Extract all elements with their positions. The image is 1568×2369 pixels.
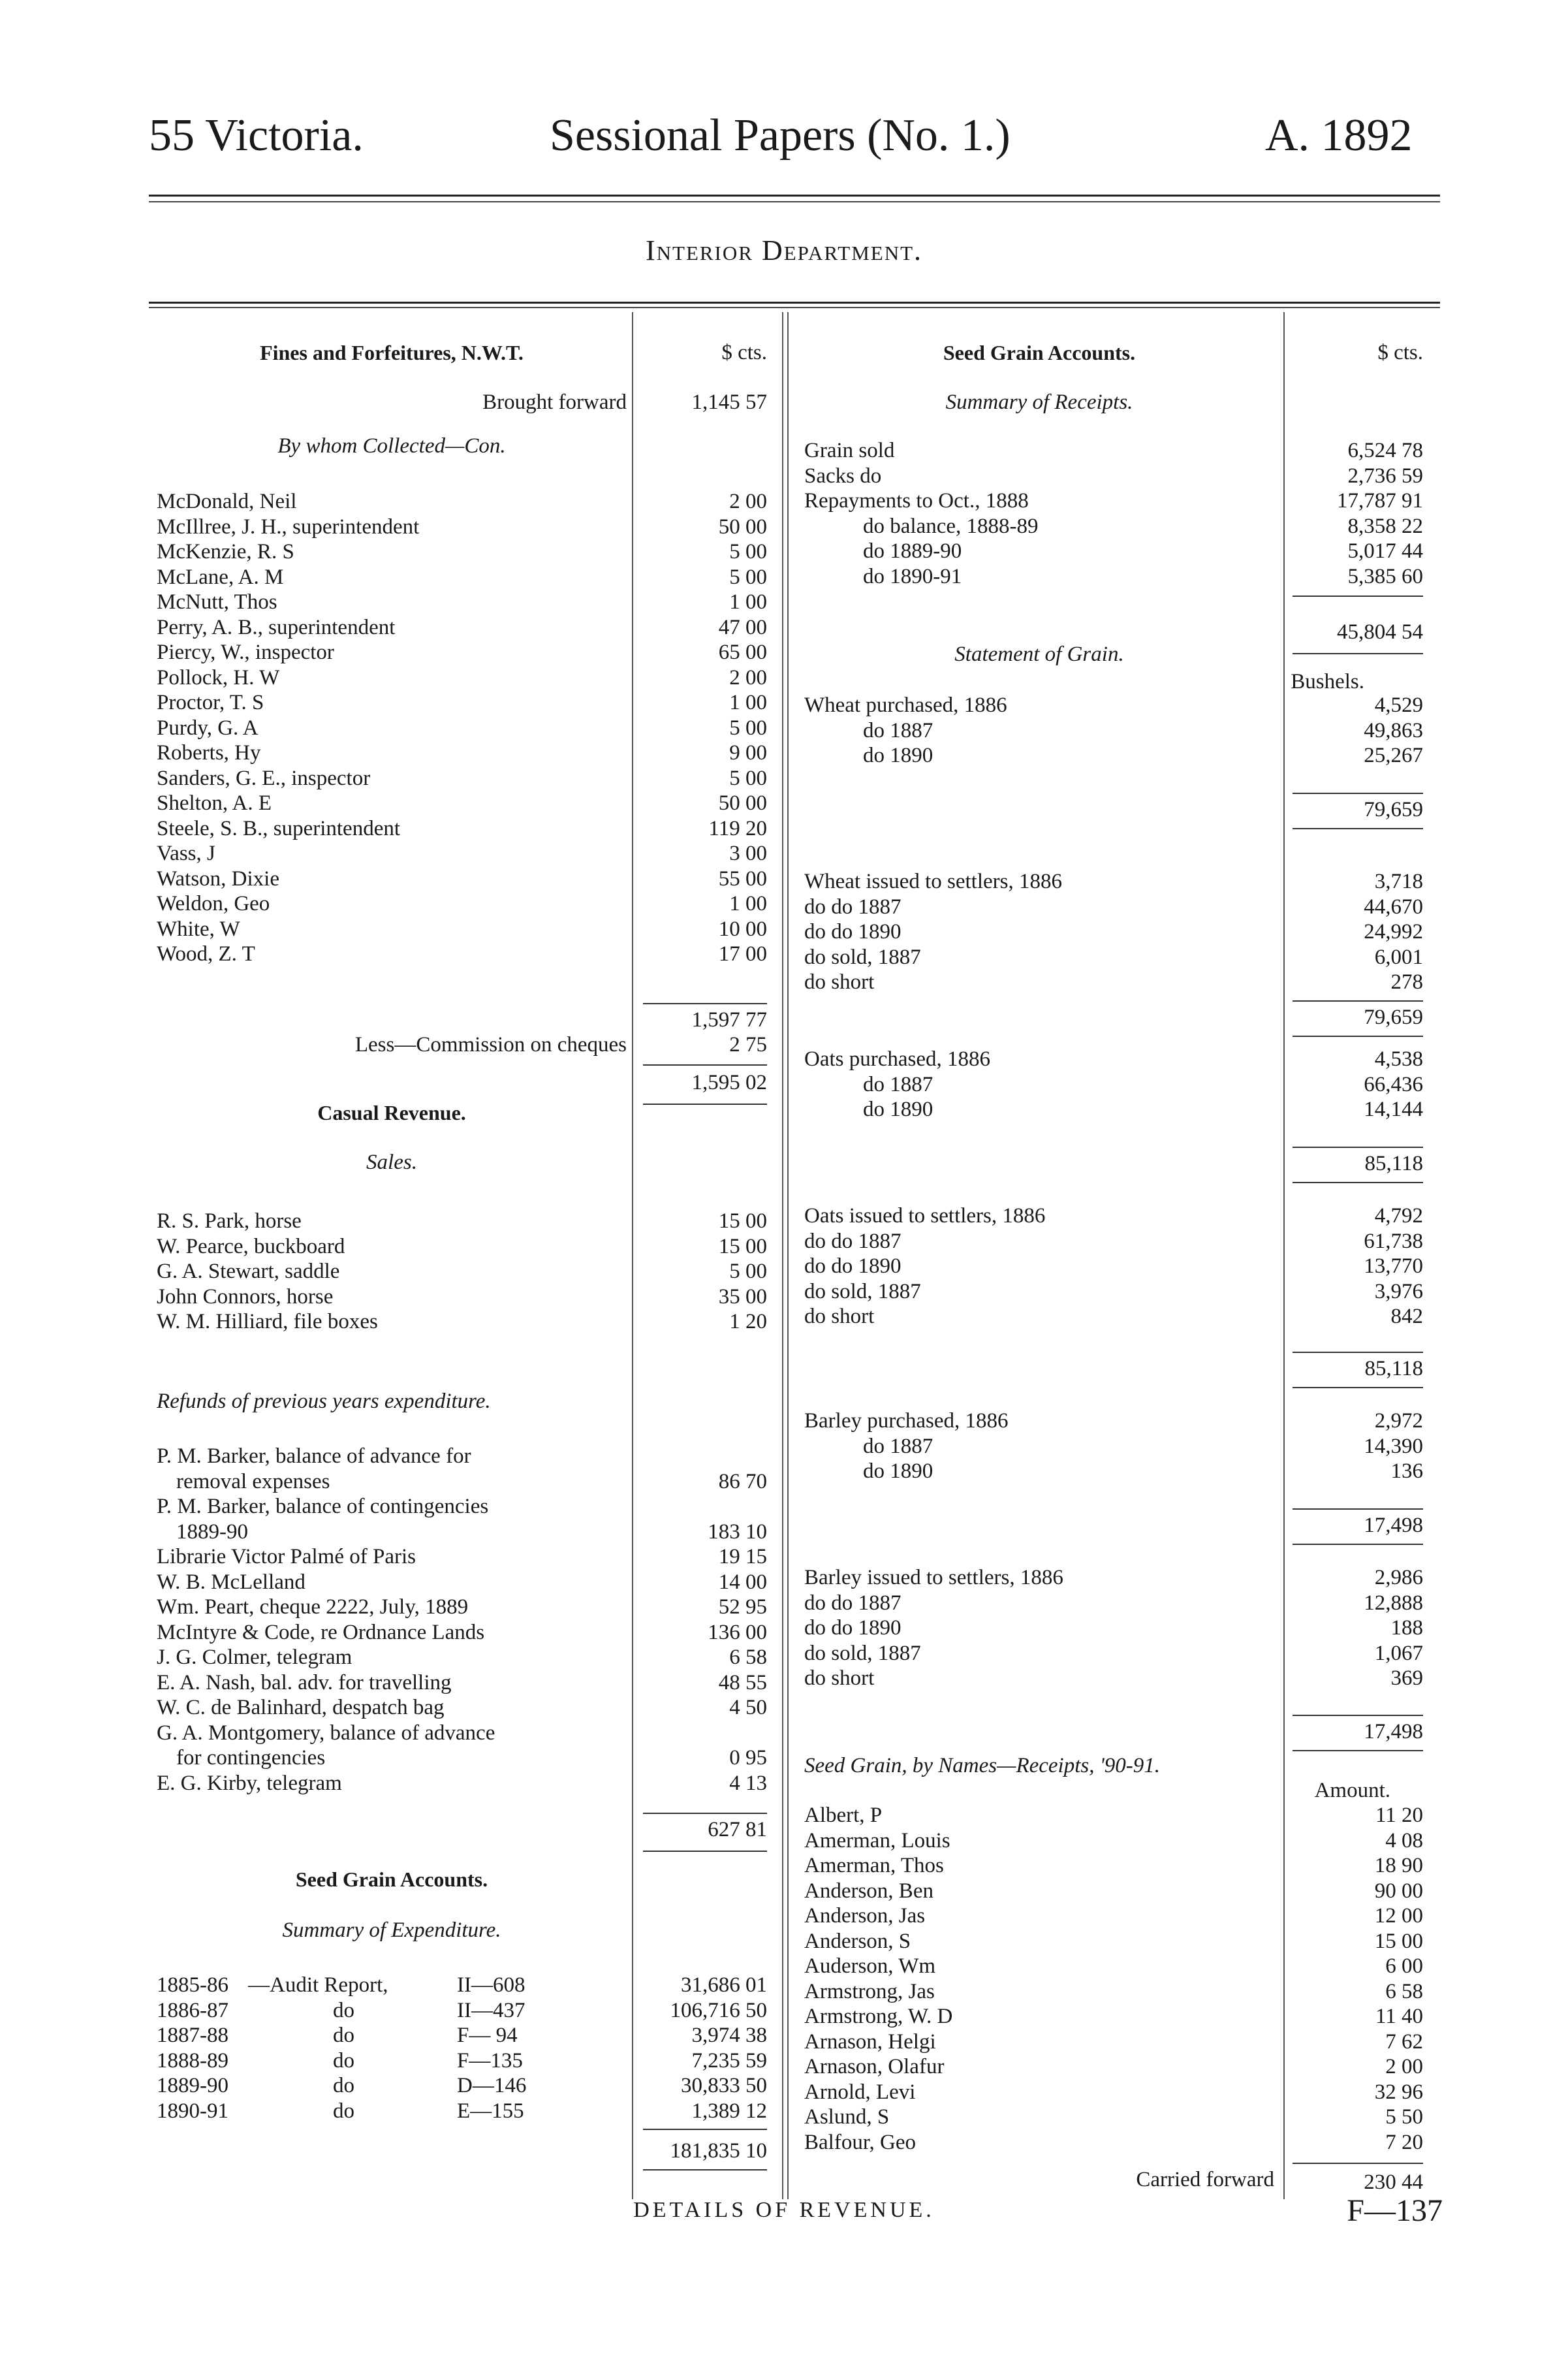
rule xyxy=(1293,1544,1423,1545)
casual-total: 627 81 xyxy=(708,1818,767,1841)
refund-name: 1889-90 xyxy=(176,1519,248,1544)
name-amount: 7 62 xyxy=(1385,2029,1423,2054)
sale-amount: 35 00 xyxy=(718,1284,767,1309)
grain-row-amount: 136 xyxy=(1390,1459,1423,1483)
refund-name: removal expenses xyxy=(176,1469,330,1493)
seed-exp-ref: F— 94 xyxy=(457,2024,518,2047)
rule xyxy=(1293,1750,1423,1751)
seed-exp-ref: F—135 xyxy=(457,2048,523,2073)
refund-amount: 6 58 xyxy=(729,1646,767,1669)
header-rule-2 xyxy=(149,201,1440,202)
fine-name: McIllree, J. H., superintendent xyxy=(157,515,420,539)
header-year: A. 1892 xyxy=(1265,110,1413,161)
receipt-amount: 2,736 59 xyxy=(1347,464,1423,488)
seed-receipts-title: Seed Grain Accounts. xyxy=(943,341,1136,364)
seed-exp-amount: 7,235 59 xyxy=(691,2048,767,2073)
department-rule xyxy=(149,302,1440,304)
name-row: Arnason, Helgi xyxy=(804,2029,936,2054)
sale-name: John Connors, horse xyxy=(157,1284,334,1309)
name-row: Arnason, Olafur xyxy=(804,2055,945,2078)
grain-row-amount: 369 xyxy=(1390,1666,1423,1690)
grain-row-name: do 1890 xyxy=(863,1459,933,1483)
name-amount: 32 96 xyxy=(1374,2080,1423,2104)
name-amount: 4 08 xyxy=(1385,1828,1423,1852)
grain-row-amount: 44,670 xyxy=(1364,895,1423,919)
grain-row-amount: 13,770 xyxy=(1364,1254,1423,1278)
rule xyxy=(643,1851,767,1852)
fine-amount: 1 00 xyxy=(729,892,767,915)
name-row: Armstrong, Jas xyxy=(804,1979,935,2003)
grain-block-total: 79,659 xyxy=(1364,1006,1423,1029)
fine-name: White, W xyxy=(157,917,240,941)
grain-row-amount: 4,529 xyxy=(1374,693,1423,717)
receipt-name: Sacks do xyxy=(804,464,882,488)
refund-amount: 52 95 xyxy=(718,1595,767,1619)
rule xyxy=(1293,1508,1423,1510)
grain-row-name: do 1887 xyxy=(863,1072,933,1096)
name-row: Arnold, Levi xyxy=(804,2080,916,2104)
carried-forward-amount: 230 44 xyxy=(1364,2170,1423,2194)
sale-amount: 15 00 xyxy=(718,1234,767,1258)
name-row: Amerman, Thos xyxy=(804,1854,944,1877)
left-amount-divider xyxy=(632,312,633,2199)
grain-row-name: do short xyxy=(804,1666,875,1690)
fine-amount: 50 00 xyxy=(718,515,767,539)
rule xyxy=(1293,1036,1423,1037)
fine-name: Roberts, Hy xyxy=(157,741,261,765)
grain-row-amount: 4,792 xyxy=(1374,1204,1423,1228)
name-amount: 6 58 xyxy=(1385,1979,1423,2003)
refund-name: P. M. Barker, balance of advance for xyxy=(157,1444,471,1468)
grain-row-name: do do 1890 xyxy=(804,1254,902,1278)
refund-amount: 136 00 xyxy=(708,1620,767,1644)
name-amount: 11 20 xyxy=(1375,1804,1423,1827)
name-row: Auderson, Wm xyxy=(804,1954,936,1978)
grain-block-total: 79,659 xyxy=(1364,798,1423,821)
seed-exp-year: 1890-91 xyxy=(157,2099,228,2123)
seed-exp-text: do xyxy=(333,2024,354,2047)
seed-title: Seed Grain Accounts. xyxy=(295,1868,488,1891)
grain-row-name: do sold, 1887 xyxy=(804,1279,921,1303)
grain-row-amount: 61,738 xyxy=(1364,1229,1423,1253)
seed-exp-amount: 31,686 01 xyxy=(681,1973,767,1997)
fine-name: Shelton, A. E xyxy=(157,791,272,815)
receipt-amount: 5,017 44 xyxy=(1347,539,1423,563)
refund-amount: 14 00 xyxy=(718,1570,767,1594)
sale-name: R. S. Park, horse xyxy=(157,1209,302,1233)
grain-row-amount: 25,267 xyxy=(1364,744,1423,767)
rule xyxy=(1293,1147,1423,1148)
refund-name: J. G. Colmer, telegram xyxy=(157,1646,353,1669)
fine-name: Piercy, W., inspector xyxy=(157,641,334,664)
seed-exp-text: do xyxy=(333,1998,354,2022)
receipt-amount: 5,385 60 xyxy=(1347,564,1423,588)
fine-name: Steele, S. B., superintendent xyxy=(157,816,401,840)
center-divider xyxy=(782,312,783,2199)
fine-name: Vass, J xyxy=(157,842,215,865)
fine-amount: 9 00 xyxy=(729,741,767,765)
fine-name: Sanders, G. E., inspector xyxy=(157,766,371,790)
refund-name: W. B. McLelland xyxy=(157,1570,306,1594)
refund-name: W. C. de Balinhard, despatch bag xyxy=(157,1696,445,1719)
receipt-amount: 6,524 78 xyxy=(1347,439,1423,462)
sale-name: W. M. Hilliard, file boxes xyxy=(157,1310,378,1333)
rule xyxy=(643,1813,767,1814)
seed-exp-year: 1888-89 xyxy=(157,2048,228,2073)
fine-amount: 1 00 xyxy=(729,590,767,614)
header-rule xyxy=(149,195,1440,197)
receipts-total: 45,804 54 xyxy=(1337,620,1423,644)
refund-name: Wm. Peart, cheque 2222, July, 1889 xyxy=(157,1595,469,1619)
sale-amount: 5 00 xyxy=(729,1260,767,1283)
less-amount: 2 75 xyxy=(729,1033,767,1057)
seed-exp-text: do xyxy=(333,2099,354,2123)
fine-amount: 2 00 xyxy=(729,490,767,513)
grain-row-name: do 1887 xyxy=(863,718,933,742)
grain-row-amount: 66,436 xyxy=(1364,1072,1423,1096)
name-amount: 11 40 xyxy=(1375,2005,1423,2028)
grain-row-name: do do 1887 xyxy=(804,1591,902,1615)
fine-amount: 3 00 xyxy=(729,842,767,865)
refund-name: Librarie Victor Palmé of Paris xyxy=(157,1545,416,1568)
rule xyxy=(643,1003,767,1004)
seed-exp-year: 1886-87 xyxy=(157,1998,228,2022)
name-amount: 15 00 xyxy=(1374,1929,1423,1953)
receipt-name: do 1890-91 xyxy=(863,564,962,588)
casual-revenue-title: Casual Revenue. xyxy=(317,1101,466,1124)
sale-name: W. Pearce, buckboard xyxy=(157,1234,345,1258)
grain-row-amount: 2,986 xyxy=(1374,1566,1423,1589)
grain-row-name: Barley issued to settlers, 1886 xyxy=(804,1566,1063,1589)
grain-row-amount: 842 xyxy=(1390,1305,1423,1328)
fine-name: Weldon, Geo xyxy=(157,892,270,915)
grain-row-amount: 278 xyxy=(1390,970,1423,994)
name-row: Anderson, Ben xyxy=(804,1879,933,1903)
grain-row-name: do do 1890 xyxy=(804,1616,902,1640)
grain-row-name: Oats issued to settlers, 1886 xyxy=(804,1204,1046,1228)
grain-row-name: Barley purchased, 1886 xyxy=(804,1409,1009,1433)
grain-row-amount: 14,390 xyxy=(1364,1434,1423,1458)
grain-row-name: do do 1887 xyxy=(804,895,902,919)
grain-row-amount: 188 xyxy=(1390,1616,1423,1640)
name-row: Amerman, Louis xyxy=(804,1828,950,1852)
refund-name: G. A. Montgomery, balance of advance xyxy=(157,1721,495,1745)
seed-exp-amount: 1,389 12 xyxy=(691,2099,767,2123)
seed-exp-year: 1889-90 xyxy=(157,2074,228,2097)
fine-amount: 50 00 xyxy=(718,791,767,815)
receipt-amount: 8,358 22 xyxy=(1347,514,1423,538)
amount-header: Amount. xyxy=(1314,1779,1390,1802)
name-amount: 6 00 xyxy=(1385,1954,1423,1978)
fine-amount: 5 00 xyxy=(729,766,767,790)
brought-forward-amount: 1,145 57 xyxy=(691,390,767,414)
refund-name: E. A. Nash, bal. adv. for travelling xyxy=(157,1670,452,1694)
brought-forward-label: Brought forward xyxy=(482,390,627,414)
refund-name: McIntyre & Code, re Ordnance Lands xyxy=(157,1620,485,1644)
refund-amount: 4 50 xyxy=(729,1696,767,1719)
name-amount: 18 90 xyxy=(1374,1854,1423,1877)
header-volume: 55 Victoria. xyxy=(149,110,364,161)
seed-exp-total: 181,835 10 xyxy=(670,2139,767,2163)
receipt-name: do 1889-90 xyxy=(863,539,962,563)
receipt-name: Repayments to Oct., 1888 xyxy=(804,489,1029,513)
seed-exp-year: 1885-86 xyxy=(157,1973,228,1997)
grain-row-amount: 14,144 xyxy=(1364,1098,1423,1121)
grain-row-amount: 24,992 xyxy=(1364,920,1423,944)
grain-row-amount: 12,888 xyxy=(1364,1591,1423,1615)
rule xyxy=(1293,1000,1423,1002)
refund-amount: 86 70 xyxy=(718,1469,767,1493)
fine-name: Watson, Dixie xyxy=(157,867,279,891)
grain-row-amount: 49,863 xyxy=(1364,718,1423,742)
refund-amount: 0 95 xyxy=(729,1746,767,1770)
grain-row-name: Wheat issued to settlers, 1886 xyxy=(804,870,1063,893)
refund-name: P. M. Barker, balance of contingencies xyxy=(157,1495,489,1518)
rule xyxy=(1293,1715,1423,1716)
grain-row-amount: 2,972 xyxy=(1374,1409,1423,1433)
fine-amount: 2 00 xyxy=(729,665,767,690)
fine-amount: 55 00 xyxy=(718,867,767,891)
grain-row-amount: 6,001 xyxy=(1374,945,1423,969)
summary-receipts-heading: Summary of Receipts. xyxy=(945,390,1133,414)
refund-name: for contingencies xyxy=(176,1746,326,1770)
seed-exp-ref: II—437 xyxy=(457,1998,525,2022)
fine-name: McDonald, Neil xyxy=(157,490,297,513)
center-divider-2 xyxy=(787,312,789,2199)
grain-row-amount: 3,718 xyxy=(1374,870,1423,893)
sale-name: G. A. Stewart, saddle xyxy=(157,1260,340,1283)
name-amount: 2 00 xyxy=(1385,2055,1423,2078)
name-amount: 90 00 xyxy=(1374,1879,1423,1903)
grain-row-name: Oats purchased, 1886 xyxy=(804,1047,991,1071)
department-rule-2 xyxy=(149,307,1440,308)
grain-block-total: 17,498 xyxy=(1364,1720,1423,1743)
grain-row-name: do sold, 1887 xyxy=(804,945,921,969)
grain-block-total: 17,498 xyxy=(1364,1514,1423,1537)
fine-amount: 10 00 xyxy=(718,917,767,941)
carried-forward-label: Carried forward xyxy=(1136,2168,1274,2191)
refund-amount: 19 15 xyxy=(718,1545,767,1568)
refund-amount: 183 10 xyxy=(708,1519,767,1544)
currency-header: $ cts. xyxy=(721,341,767,364)
grain-row-name: do do 1887 xyxy=(804,1229,902,1253)
rule xyxy=(1293,828,1423,829)
rule xyxy=(1293,1387,1423,1388)
seed-exp-amount: 30,833 50 xyxy=(681,2074,767,2097)
rule xyxy=(643,1064,767,1066)
name-amount: 12 00 xyxy=(1374,1904,1423,1928)
fine-amount: 65 00 xyxy=(718,641,767,664)
bushels-header: Bushels. xyxy=(1291,670,1364,693)
refunds-heading: Refunds of previous years expenditure. xyxy=(157,1390,491,1413)
grain-row-name: do short xyxy=(804,970,875,994)
grain-row-name: do sold, 1887 xyxy=(804,1641,921,1665)
grain-block-total: 85,118 xyxy=(1364,1152,1423,1175)
rule xyxy=(1293,653,1423,654)
fine-name: Purdy, G. A xyxy=(157,716,259,740)
seed-summary-heading: Summary of Expenditure. xyxy=(282,1918,501,1942)
department-title: Interior Department. xyxy=(645,234,923,266)
grain-row-name: do do 1890 xyxy=(804,920,902,944)
refund-amount: 4 13 xyxy=(729,1771,767,1795)
seed-exp-text: —Audit Report, xyxy=(248,1973,388,1997)
fine-amount: 17 00 xyxy=(718,942,767,966)
fine-name: McNutt, Thos xyxy=(157,590,277,614)
fine-name: McKenzie, R. S xyxy=(157,540,294,564)
header-title: Sessional Papers (No. 1.) xyxy=(550,110,1011,161)
fines-net: 1,595 02 xyxy=(691,1071,767,1094)
rule xyxy=(1293,1182,1423,1183)
fine-name: Perry, A. B., superintendent xyxy=(157,615,396,639)
fine-amount: 119 20 xyxy=(708,816,767,840)
grain-row-amount: 3,976 xyxy=(1374,1279,1423,1303)
section-title: Fines and Forfeitures, N.W.T. xyxy=(260,341,524,364)
receipt-name: Grain sold xyxy=(804,439,895,462)
sale-amount: 1 20 xyxy=(729,1310,767,1333)
fine-name: McLane, A. M xyxy=(157,565,284,589)
name-amount: 7 20 xyxy=(1385,2130,1423,2154)
sales-heading: Sales. xyxy=(366,1151,417,1174)
seed-exp-ref: II—608 xyxy=(457,1973,525,1997)
fine-amount: 5 00 xyxy=(729,540,767,564)
less-label: Less—Commission on cheques xyxy=(354,1033,627,1057)
fines-total: 1,597 77 xyxy=(691,1008,767,1032)
seed-exp-amount: 3,974 38 xyxy=(691,2024,767,2047)
seed-exp-ref: D—146 xyxy=(457,2074,527,2097)
receipt-amount: 17,787 91 xyxy=(1337,489,1423,513)
grain-row-amount: 1,067 xyxy=(1374,1641,1423,1665)
sale-amount: 15 00 xyxy=(718,1209,767,1233)
seed-exp-text: do xyxy=(333,2074,354,2097)
statement-heading: Statement of Grain. xyxy=(954,643,1124,666)
seed-exp-amount: 106,716 50 xyxy=(670,1998,767,2022)
name-row: Albert, P xyxy=(804,1804,883,1827)
name-row: Anderson, Jas xyxy=(804,1904,926,1928)
rule xyxy=(1293,2163,1423,2164)
rule xyxy=(1293,793,1423,794)
fine-name: Wood, Z. T xyxy=(157,942,255,966)
receipt-name: do balance, 1888-89 xyxy=(863,514,1039,538)
fine-amount: 5 00 xyxy=(729,565,767,589)
rule xyxy=(1293,596,1423,597)
fine-amount: 1 00 xyxy=(729,691,767,714)
seed-exp-year: 1887-88 xyxy=(157,2024,228,2047)
fine-amount: 47 00 xyxy=(718,615,767,639)
name-row: Armstrong, W. D xyxy=(804,2005,953,2028)
grain-row-name: do 1887 xyxy=(863,1434,933,1458)
rule xyxy=(1293,1352,1423,1353)
grain-block-total: 85,118 xyxy=(1364,1357,1423,1380)
name-row: Anderson, S xyxy=(804,1929,911,1953)
rule xyxy=(643,2129,767,2130)
name-row: Aslund, S xyxy=(804,2105,890,2129)
page-number: F—137 xyxy=(1347,2193,1443,2228)
seed-exp-text: do xyxy=(333,2048,354,2073)
refund-name: E. G. Kirby, telegram xyxy=(157,1771,342,1795)
rule xyxy=(643,2169,767,2170)
grain-row-name: do 1890 xyxy=(863,1098,933,1121)
rule xyxy=(643,1104,767,1105)
grain-row-name: do 1890 xyxy=(863,744,933,767)
name-row: Balfour, Geo xyxy=(804,2130,916,2154)
refund-amount: 48 55 xyxy=(718,1670,767,1694)
grain-row-name: do short xyxy=(804,1305,875,1328)
names-heading: Seed Grain, by Names—Receipts, '90-91. xyxy=(804,1754,1161,1777)
fine-name: Pollock, H. W xyxy=(157,665,280,690)
right-amount-divider xyxy=(1283,312,1285,2199)
currency-header: $ cts. xyxy=(1377,341,1423,364)
footer-title: DETAILS OF REVENUE. xyxy=(633,2198,935,2222)
by-whom-heading: By whom Collected—Con. xyxy=(277,434,506,458)
name-amount: 5 50 xyxy=(1385,2105,1423,2129)
grain-row-amount: 4,538 xyxy=(1374,1047,1423,1071)
grain-row-name: Wheat purchased, 1886 xyxy=(804,693,1007,717)
fine-amount: 5 00 xyxy=(729,716,767,740)
fine-name: Proctor, T. S xyxy=(157,691,264,714)
seed-exp-ref: E—155 xyxy=(457,2099,524,2123)
